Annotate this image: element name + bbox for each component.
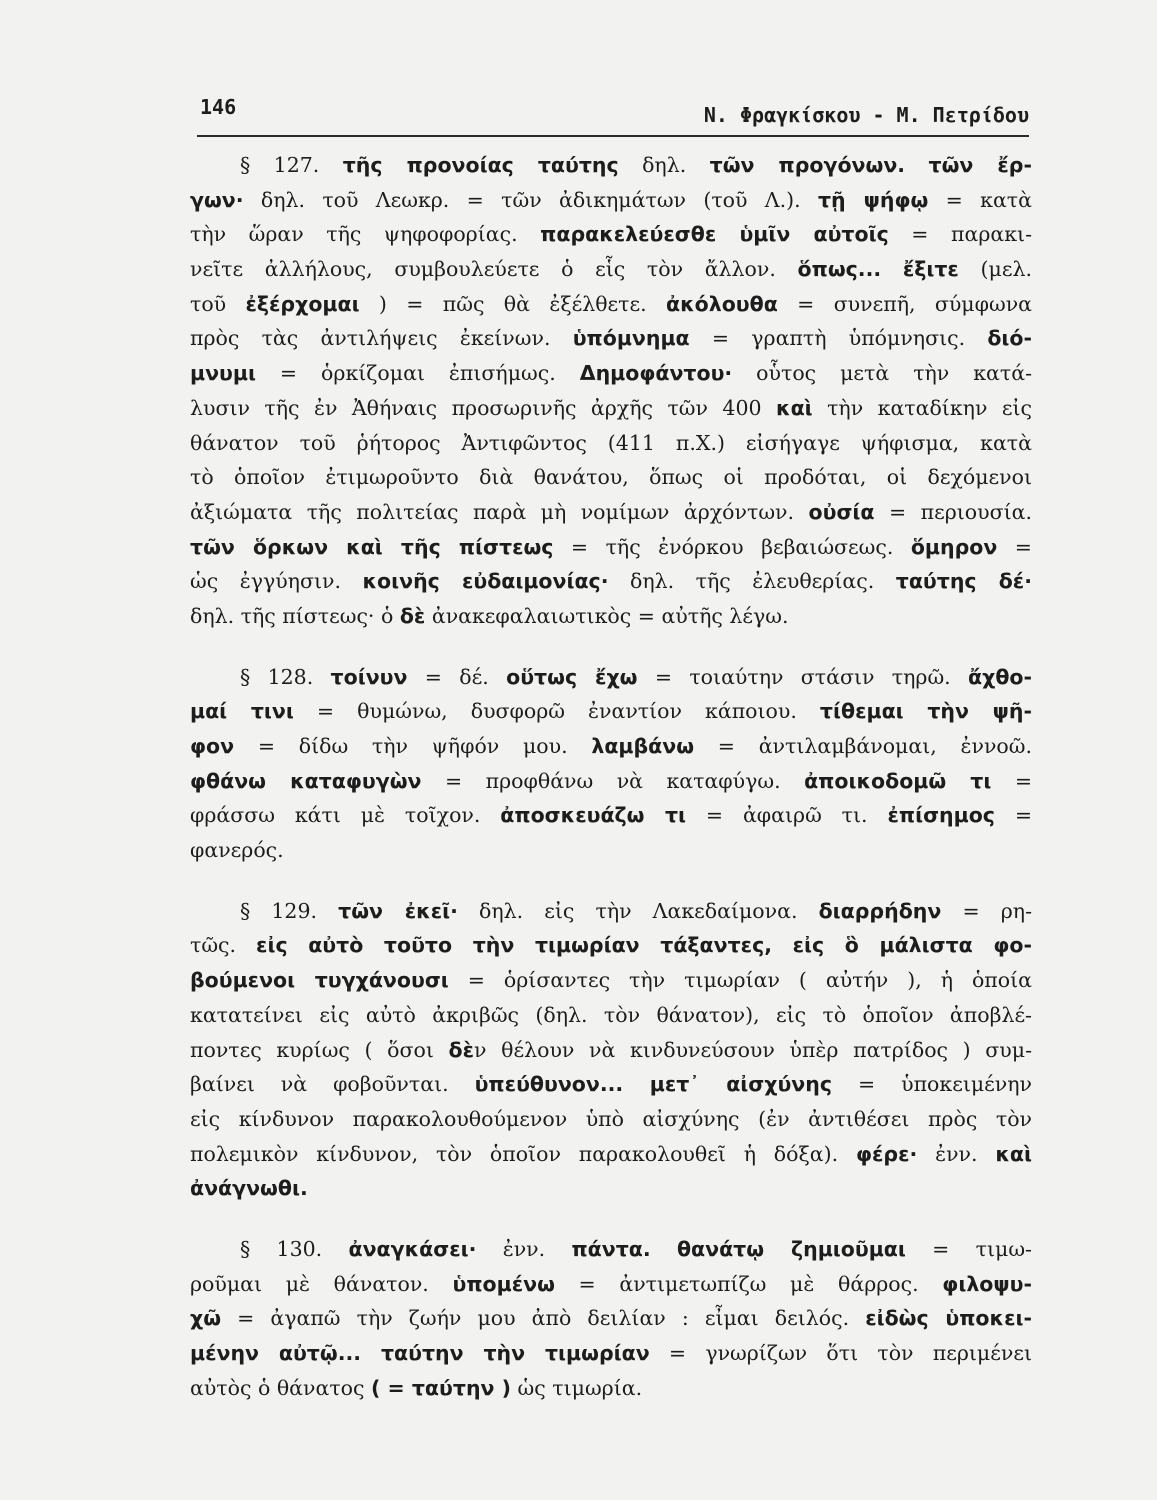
paragraph-gap <box>190 868 1032 894</box>
text-line: φθάνω καταφυγὼν = προφθάνω νὰ καταφύγω. ἀποικοδομῶ τι = <box>190 768 1033 793</box>
text-line: § 130. ἀναγκάσει· ἐνν. πάντα. θανάτῳ ζημιοῦμαι = τιμω- <box>240 1236 1032 1261</box>
text-line: δηλ. τῆς πίστεως· ὁ δὲ ἀνακεφαλαιωτικὸς = αὐτῆς λέγω. <box>190 603 789 628</box>
page-number: 146 <box>200 95 237 119</box>
text-line: λυσιν τῆς ἐν Ἀθήναις προσωρινῆς ἀρχῆς τῶν 400 καὶ τὴν καταδίκην εἰς <box>190 395 1032 420</box>
paragraph-p129 <box>190 894 1032 1206</box>
paragraph-p127 <box>190 148 1032 634</box>
text-line: φράσσω κάτι μὲ τοῖχον. ἀποσκευάζω τι = ἀφαιρῶ τι. ἐπίσημος = <box>190 803 1033 828</box>
text-line: εἰς κίνδυνον παρακολουθούμενον ὑπὸ αἰσχύνης (ἐν ἀντιθέσει πρὸς τὸν <box>190 1106 1032 1131</box>
text-line: χῶ = ἀγαπῶ τὴν ζωήν μου ἀπὸ δειλίαν : εἶμαι δειλός. εἰδὼς ὑποκει- <box>190 1306 1032 1331</box>
text-line: μένην αὐτῷ... ταύτην τὴν τιμωρίαν = γνωρίζων ὅτι τὸν περιμένει <box>190 1341 1032 1365</box>
text-line: νεῖτε ἀλλήλους, συμβουλεύετε ὁ εἷς τὸν ἄλλον. ὅπως... ἔξιτε (μελ. <box>190 257 1032 282</box>
text-line: πρὸς τὰς ἀντιλήψεις ἐκείνων. ὑπόμνημα = γραπτὴ ὑπόμνησις. διό- <box>190 326 1032 351</box>
text-line: βούμενοι τυγχάνουσι = ὁρίσαντες τὴν τιμωρίαν ( αὐτήν ), ἡ ὁποία <box>190 968 1033 993</box>
text-line: ἀνάγνωθι. <box>190 1176 308 1201</box>
text-line: § 128. τοίνυν = δέ. οὕτως ἔχω = τοιαύτην στάσιν τηρῶ. ἄχθο- <box>240 664 1032 689</box>
text-line: κατατείνει εἰς αὐτὸ ἀκριβῶς (δηλ. τὸν θάνατον), εἰς τὸ ὁποῖον ἀποβλέ- <box>190 1002 1032 1027</box>
text-line: ἀξιώματα τῆς πολιτείας παρὰ μὴ νομίμων ἀρχόντων. οὐσία = περιουσία. <box>190 499 1032 524</box>
text-line: τὸ ὁποῖον ἐτιμωροῦντο διὰ θανάτου, ὅπως οἱ προδόται, οἱ δεχόμενοι <box>190 465 1032 490</box>
paragraph-gap <box>190 634 1032 660</box>
text-line: τῶν ὅρκων καὶ τῆς πίστεως = τῆς ἐνόρκου βεβαιώσεως. ὅμηρον = <box>190 534 1032 559</box>
text-line: τῶς. εἰς αὐτὸ τοῦτο τὴν τιμωρίαν τάξαντες, εἰς ὃ μάλιστα φο- <box>190 933 1032 958</box>
text-line: βαίνει νὰ φοβοῦνται. ὑπεύθυνον... μετ᾽ αἰσχύνης = ὑποκειμένην <box>190 1072 1033 1097</box>
text-line: φανερός. <box>190 838 284 863</box>
text-line: μαί τινι = θυμώνω, δυσφορῶ ἐναντίον κάποιου. τίθεμαι τὴν ψῆ- <box>190 699 1033 724</box>
text-line: τοῦ ἐξέρχομαι ) = πῶς θὰ ἐξέλθετε. ἀκόλουθα = συνεπῆ, σύμφωνα <box>190 291 1032 316</box>
page-header <box>197 95 1029 137</box>
running-head-authors: Ν. Φραγκίσκου - Μ. Πετρίδου <box>703 103 1029 127</box>
text-line: ὡς ἐγγύησιν. κοινῆς εὐδαιμονίας· δηλ. τῆς ἐλευθερίας. ταύτης δέ· <box>190 569 1032 594</box>
text-line: τὴν ὥραν τῆς ψηφοφορίας. παρακελεύεσθε ὑμῖν αὐτοῖς = παρακι- <box>190 222 1032 247</box>
commentary-text <box>190 148 1032 1405</box>
text-line: § 129. τῶν ἐκεῖ· δηλ. εἰς τὴν Λακεδαίμονα. διαρρήδην = ρη- <box>240 898 1032 923</box>
text-line: αὐτὸς ὁ θάνατος ( = ταύτην ) ὡς τιμωρία. <box>190 1375 643 1400</box>
text-line: θάνατον τοῦ ῥήτορος Ἀντιφῶντος (411 π.Χ.) εἰσήγαγε ψήφισμα, κατὰ <box>190 430 1032 455</box>
text-line: φον = δίδω τὴν ψῆφόν μου. λαμβάνω = ἀντιλαμβάνομαι, ἐννοῶ. <box>190 734 1032 758</box>
text-line: ποντες κυρίως ( ὅσοι δὲν θέλουν νὰ κινδυνεύσουν ὑπὲρ πατρίδος ) συμ- <box>190 1037 1033 1062</box>
text-line: πολεμικὸν κίνδυνον, τὸν ὁποῖον παρακολουθεῖ ἡ δόξα). φέρε· ἐνν. καὶ <box>190 1141 1032 1166</box>
text-line: ροῦμαι μὲ θάνατον. ὑπομένω = ἀντιμετωπίζω μὲ θάρρος. φιλοψυ- <box>190 1271 1033 1296</box>
text-line: γων· δηλ. τοῦ Λεωκρ. = τῶν ἀδικημάτων (τοῦ Λ.). τῇ ψήφῳ = κατὰ <box>190 187 1032 212</box>
paragraph-p128 <box>190 660 1032 868</box>
paragraph-gap <box>190 1206 1032 1232</box>
text-line: § 127. τῆς προνοίας ταύτης δηλ. τῶν προγόνων. τῶν ἔρ- <box>240 153 1032 177</box>
text-line: μνυμι = ὁρκίζομαι ἐπισήμως. Δημοφάντου· οὗτος μετὰ τὴν κατά- <box>190 361 1032 386</box>
paragraph-p130 <box>190 1232 1032 1405</box>
